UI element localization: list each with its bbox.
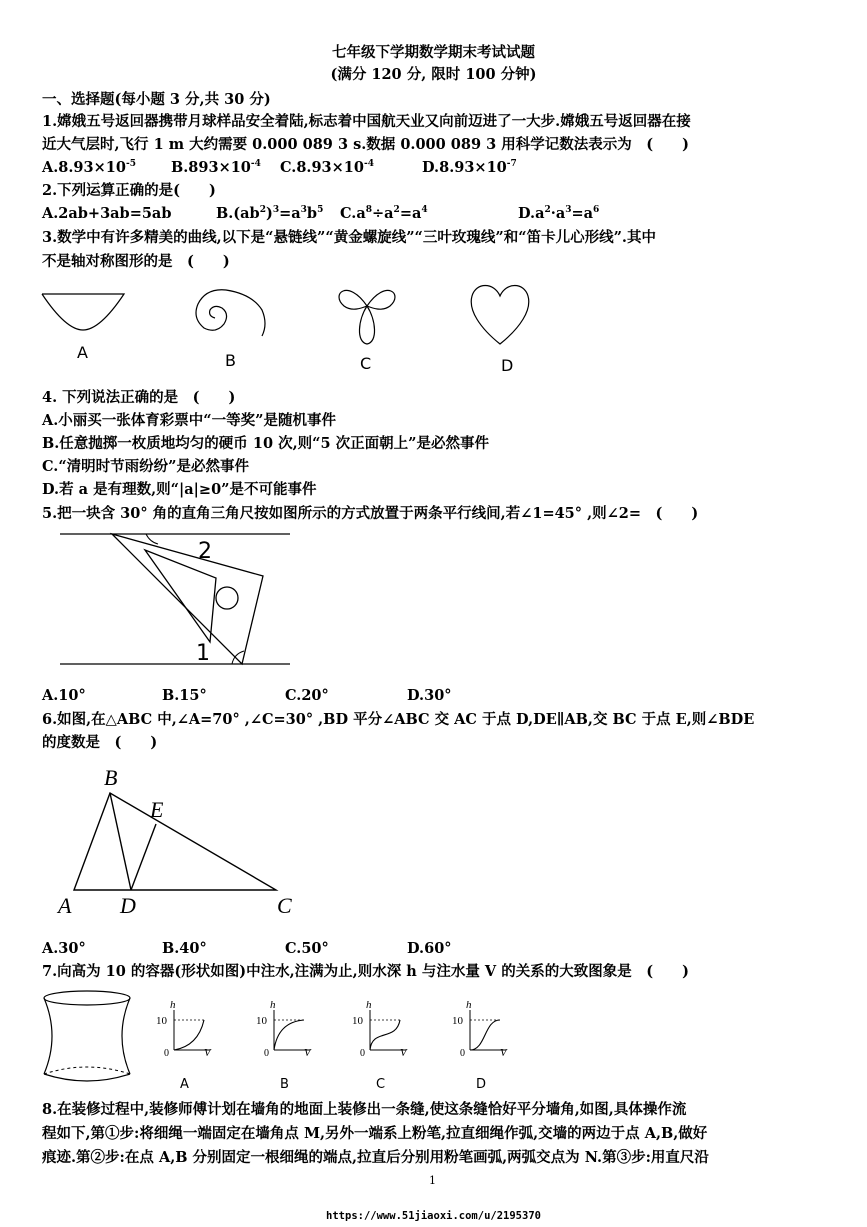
q5-angle1-label: 1	[196, 641, 210, 666]
q6-point-b: B	[104, 765, 118, 790]
q6-line2: 的度数是 ( )	[42, 734, 158, 751]
q3-label-c: C	[360, 354, 372, 373]
q5-triangle-figure	[40, 526, 310, 676]
q4-option-d: D.若 a 是有理数,则“|a|≥0”是不可能事件	[42, 481, 317, 498]
q1-option-a: $A.8.93\times 10^{-5}$	[42, 159, 136, 176]
q2-option-d: $D.a^2\cdot a^3=a^6$	[518, 205, 600, 222]
svg-text:0: 0	[360, 1048, 365, 1059]
q7-graph-options	[150, 998, 530, 1093]
page-subtitle: (满分 120 分, 限时 100 分钟)	[330, 66, 537, 83]
q5-angle2-label: 2	[198, 539, 212, 564]
svg-text:0: 0	[264, 1048, 269, 1059]
q2-stem: 2.下列运算正确的是( )	[42, 182, 216, 199]
svg-text:h: h	[170, 999, 176, 1011]
q6-option-d: D.60°	[407, 940, 452, 957]
svg-text:B: B	[280, 1077, 289, 1092]
q5-option-d: D.30°	[407, 687, 452, 704]
q3-line2: 不是轴对称图形的是 ( )	[42, 253, 230, 270]
q3-curves-figure	[30, 280, 570, 380]
svg-text:V: V	[500, 1047, 507, 1059]
svg-text:10: 10	[352, 1015, 363, 1027]
q6-triangle-figure	[40, 760, 320, 925]
q4-option-b: B.任意抛掷一枚质地均匀的硬币 10 次,则“5 次正面朝上”是必然事件	[42, 435, 489, 452]
svg-text:V: V	[204, 1047, 211, 1059]
q6-point-a: A	[58, 893, 72, 918]
svg-text:10: 10	[452, 1015, 463, 1027]
svg-text:10: 10	[256, 1015, 267, 1027]
svg-text:V: V	[400, 1047, 407, 1059]
svg-text:h: h	[466, 999, 472, 1011]
q5-option-a: A.10°	[42, 687, 86, 704]
svg-text:h: h	[366, 999, 372, 1011]
svg-text:A: A	[180, 1077, 189, 1092]
q4-option-a: A.小丽买一张体育彩票中“一等奖”是随机事件	[42, 412, 336, 429]
q4-stem: 4. 下列说法正确的是 ( )	[42, 389, 236, 406]
q1-option-c: $C.8.93\times 10^{-4}$	[280, 159, 374, 176]
q2-option-c: $C.a^8\div a^2=a^4$	[340, 205, 428, 222]
svg-text:C: C	[376, 1077, 386, 1092]
svg-text:h: h	[270, 999, 276, 1011]
q6-point-e: E	[150, 797, 164, 822]
q7-graph-a	[156, 999, 212, 1092]
q3-label-a: A	[77, 343, 88, 362]
svg-text:0: 0	[164, 1048, 169, 1059]
svg-text:10: 10	[156, 1015, 167, 1027]
q4-option-c: C.“清明时节雨纷纷”是必然事件	[42, 458, 250, 475]
q3-line1: 3.数学中有许多精美的曲线,以下是“悬链线”“黄金螺旋线”“三叶玫瑰线”和“笛卡儿心形线”.其中	[42, 229, 656, 246]
q6-line1: 6.如图,在△ABC 中,∠A=70° ,∠C=30° ,BD 平分∠ABC 交 AC 于点 D,DE∥AB,交 BC 于点 E,则∠BDE	[42, 711, 755, 728]
q6-option-c: C.50°	[285, 940, 329, 957]
q1-line1: 1.嫦娥五号返回器携带月球样品安全着陆,标志着中国航天业又向前迈进了一大步.嫦娥五号返回器在接	[42, 113, 691, 130]
q6-point-d: D	[120, 893, 136, 918]
q7-graph-c	[352, 999, 408, 1092]
q7-graph-b	[256, 999, 312, 1092]
q2-option-a: A.2ab+3ab=5ab	[42, 205, 172, 222]
q5-option-b: B.15°	[162, 687, 207, 704]
q1-option-d: $D.8.93\times 10^{-7}$	[422, 159, 517, 176]
q3-label-d: D	[501, 356, 514, 375]
q2-option-b: $B.(ab^2)^3=a^3b^5$	[216, 205, 324, 222]
q1-line2: 近大气层时,飞行 1 m 大约需要 0.000 089 3 s.数据 0.000 089 3 用科学记数法表示为 ( )	[42, 136, 689, 153]
footer-url: https://www.51jiaoxi.com/u/2195370	[326, 1210, 541, 1222]
q8-line2: 程如下,第①步:将细绳一端固定在墙角点 M,另外一端系上粉笔,拉直细绳作弧,交墙的两边于点 A,B,做好	[42, 1125, 708, 1142]
q8-line3: 痕迹.第②步:在点 A,B 分别固定一根细绳的端点,拉直后分别用粉笔画弧,两弧交点为 N.第③步:用直尺沿	[42, 1149, 709, 1166]
q7-stem: 7.向高为 10 的容器(形状如图)中注水,注满为止,则水深 h 与注水量 V 的关系的大致图象是 ( )	[42, 963, 689, 980]
q7-container-figure	[36, 988, 146, 1088]
q5-option-c: C.20°	[285, 687, 329, 704]
q6-option-a: A.30°	[42, 940, 86, 957]
svg-text:0: 0	[460, 1048, 465, 1059]
q6-point-c: C	[277, 893, 292, 918]
q5-stem: 5.把一块含 30° 角的直角三角尺按如图所示的方式放置于两条平行线间,若∠1=45° ,则∠2= ( )	[42, 505, 699, 522]
section-heading: 一、选择题(每小题 3 分,共 30 分)	[42, 91, 271, 108]
q7-graph-d	[452, 999, 508, 1092]
q1-option-b: $B.893\times 10^{-4}$	[171, 159, 261, 176]
q6-option-b: B.40°	[162, 940, 207, 957]
page-number: 1	[429, 1174, 436, 1187]
svg-text:V: V	[304, 1047, 311, 1059]
q3-label-b: B	[225, 351, 236, 370]
q8-line1: 8.在装修过程中,装修师傅计划在墙角的地面上装修出一条缝,使这条缝恰好平分墙角,如图,具体操作流	[42, 1101, 687, 1118]
svg-text:D: D	[476, 1077, 487, 1092]
page-title: 七年级下学期数学期末考试试题	[332, 44, 535, 61]
